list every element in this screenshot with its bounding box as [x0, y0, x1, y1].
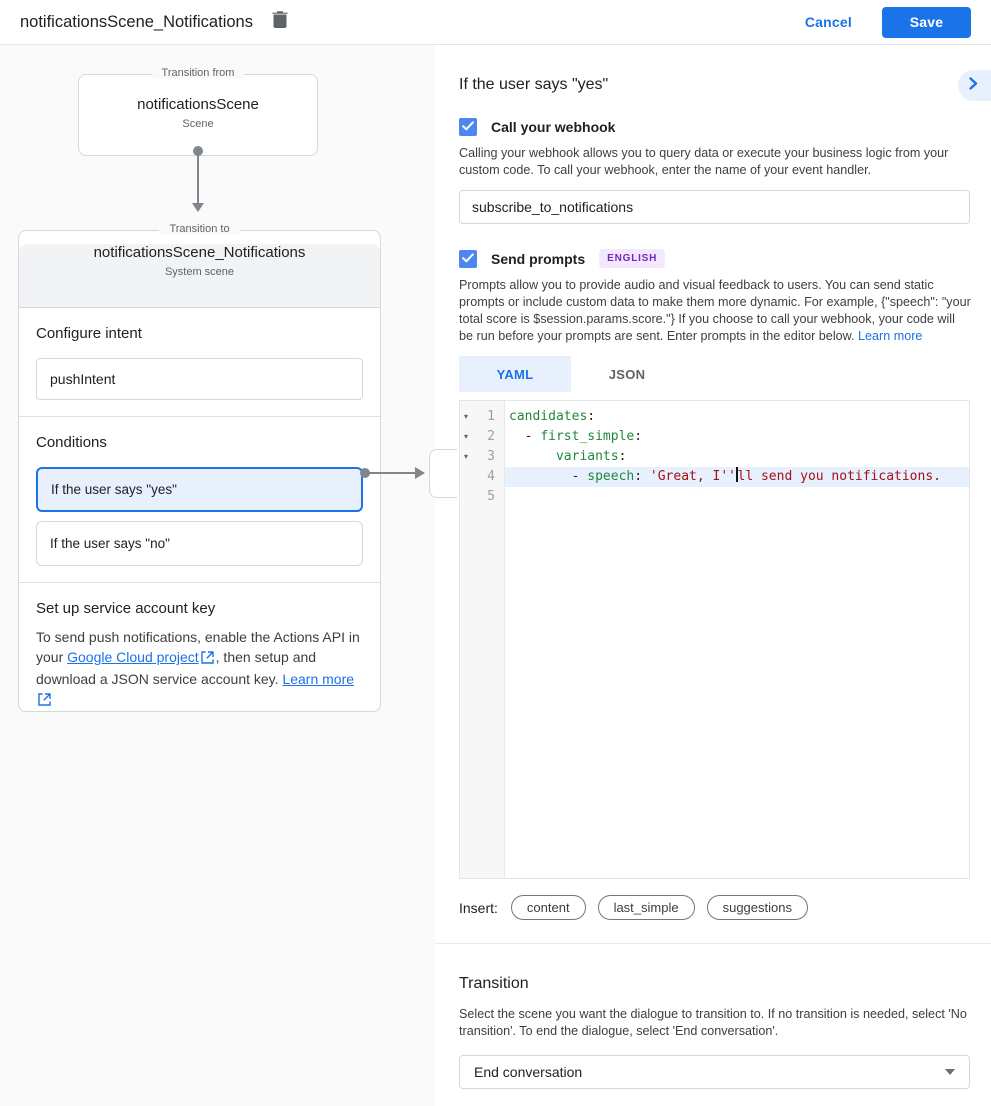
transition-from-node[interactable] [78, 67, 318, 156]
send-prompts-row [459, 249, 970, 268]
learn-more-link[interactable]: Learn more [282, 671, 355, 687]
google-cloud-project-link[interactable]: Google Cloud project [67, 649, 199, 665]
transition-select[interactable] [459, 1055, 970, 1089]
save-button[interactable]: Save [882, 7, 971, 38]
service-account-description [36, 627, 363, 711]
condition-item-yes[interactable] [36, 467, 363, 512]
service-account-section [19, 582, 380, 727]
collapse-panel-button[interactable] [958, 70, 991, 101]
service-account-heading: Set up service account key [36, 600, 216, 617]
prompts-learn-more-link[interactable]: Learn more [858, 329, 923, 343]
prompts-description-text: Prompts allow you to provide audio and visual feedback to users. You can send static prompts or include custom data to make them more dynamic. For example, {"speech": "your total score is $session.params.score."} If you choose to call your webhook, your code will be run before your prompts are sent. Enter prompts in the editor below. [459, 278, 971, 343]
tab-yaml[interactable]: YAML [459, 356, 571, 392]
to-scene-header [19, 244, 380, 308]
to-scene-name: notificationsScene_Notifications [93, 244, 306, 261]
call-webhook-checkbox[interactable] [459, 118, 477, 136]
condition-connector-arrowhead [415, 467, 425, 479]
insert-row [459, 895, 970, 920]
gutter-line-5: 5 [487, 489, 495, 504]
check-icon [462, 250, 474, 268]
from-scene-type: Scene [182, 118, 214, 130]
insert-chip-last-simple[interactable]: last_simple [598, 895, 695, 920]
call-webhook-label: Call your webhook [491, 119, 616, 135]
code-line-3: variants: [555, 449, 627, 464]
editor-gutter [460, 401, 505, 878]
service-text-1: To send push notifications, enable the Actions API in your [36, 629, 360, 665]
chevron-right-icon [969, 77, 978, 95]
transition-to-label: Transition to [19, 223, 380, 235]
fold-arrow-icon[interactable]: ▾ [464, 432, 469, 441]
configure-intent-section [19, 308, 380, 416]
connector-arrowhead [192, 203, 204, 212]
code-line-1: candidates: [509, 409, 596, 424]
intent-input[interactable] [36, 358, 363, 400]
scene-diagram-canvas [0, 45, 435, 1106]
condition-item-no[interactable] [36, 521, 363, 566]
service-text-2: , then setup and download a JSON service account key. [36, 649, 317, 687]
delete-scene-button[interactable] [269, 11, 291, 33]
insert-chip-suggestions[interactable]: suggestions [707, 895, 808, 920]
gutter-line-1: ▾ 1 [460, 407, 504, 427]
conditions-heading: Conditions [36, 434, 107, 451]
top-bar [0, 0, 991, 45]
event-handler-input[interactable] [459, 190, 970, 224]
webhook-description: Calling your webhook allows you to query data or execute your business logic from your custom code. To call your webhook, enter the name of your event handler. [459, 146, 949, 177]
gutter-line-4: 4 [487, 469, 495, 484]
panel-connector-tab [429, 449, 457, 498]
condition-title: If the user says "yes" [459, 76, 609, 93]
connector-dot [193, 146, 203, 156]
code-line-5 [505, 487, 969, 507]
fold-arrow-icon[interactable]: ▾ [464, 452, 469, 461]
prompts-description [459, 277, 971, 345]
send-prompts-checkbox[interactable] [459, 250, 477, 268]
transition-select-value: End conversation [474, 1064, 583, 1080]
condition-connector-line [369, 472, 417, 474]
gutter-line-3: ▾ 3 [460, 447, 504, 467]
to-scene-type: System scene [164, 266, 235, 278]
transition-description: Select the scene you want the dialogue to transition to. If no transition is needed, select 'No transition'. To end the dialogue, select 'End conversation'. [459, 1007, 967, 1038]
tab-json[interactable]: JSON [608, 366, 646, 382]
dropdown-caret-icon [945, 1069, 955, 1075]
code-line-4: - speech: 'Great, I'' ll send you notifications. [505, 467, 969, 487]
external-link-icon [38, 691, 51, 711]
configure-intent-heading: Configure intent [36, 325, 142, 342]
webhook-toggle-row [459, 118, 970, 136]
page-title: notificationsScene_Notifications [20, 12, 253, 31]
transition-from-label: Transition from [79, 67, 317, 79]
conditions-section [19, 416, 380, 582]
fold-arrow-icon[interactable]: ▾ [464, 412, 469, 421]
language-badge: ENGLISH [599, 249, 665, 268]
connector-line [197, 153, 199, 205]
code-line-2: - first_simple: [509, 429, 643, 444]
prompt-code-editor[interactable] [459, 400, 970, 879]
trash-icon [272, 10, 288, 34]
editor-format-tabs [459, 356, 970, 392]
transition-to-card [18, 223, 381, 712]
check-icon [462, 118, 474, 136]
from-scene-name: notificationsScene [137, 96, 259, 113]
condition-no-label: If the user says "no" [50, 536, 170, 551]
condition-yes-label: If the user says "yes" [51, 482, 177, 497]
gutter-line-2: ▾ 2 [460, 427, 504, 447]
send-prompts-label: Send prompts [491, 250, 586, 267]
condition-detail-panel [435, 45, 991, 1106]
transition-heading: Transition [459, 975, 529, 992]
section-divider [435, 943, 991, 944]
insert-label: Insert: [459, 899, 498, 916]
cancel-button[interactable]: Cancel [804, 14, 852, 30]
external-link-icon [201, 649, 214, 669]
insert-chip-content[interactable]: content [511, 895, 586, 920]
editor-code-area[interactable] [505, 401, 969, 878]
